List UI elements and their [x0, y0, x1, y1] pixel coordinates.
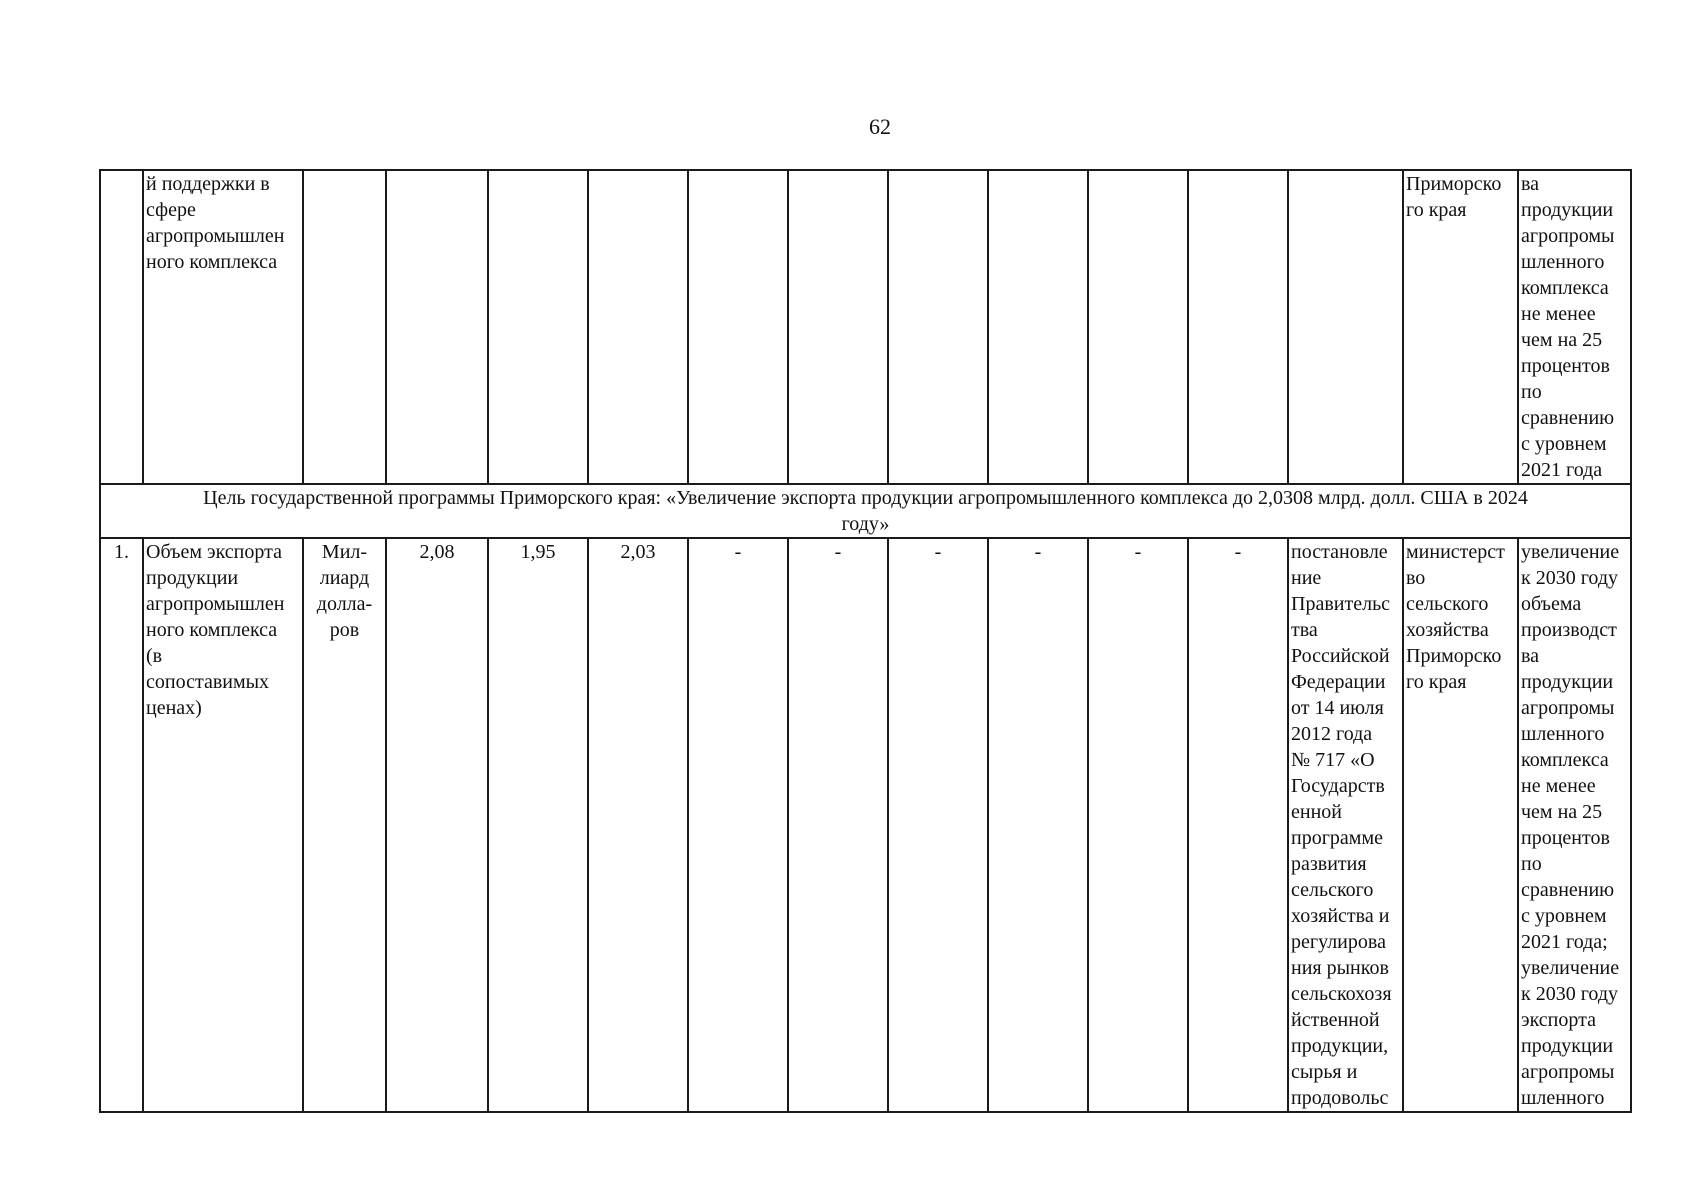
cell-empty [588, 170, 688, 484]
indicators-table [99, 169, 1632, 1113]
cell-result: увеличение к 2030 году объема производст ва продукции агропромы шленного комплекса не менее чем на 25 процентов по сравнению с уровнем 2021 года; увеличение к 2030 году экспорта продукции агропромы шленного [1518, 538, 1631, 1112]
cell-value: - [988, 538, 1088, 1112]
cell-value: - [688, 538, 788, 1112]
goal-heading: Цель государственной программы Приморского края: «Увеличение экспорта продукции агропромышленного комплекса до 2,0308 млрд. долл. США в 2024 году» [100, 484, 1631, 538]
table-row-goal [100, 484, 1631, 538]
cell-row-number: 1. [100, 538, 143, 1112]
cell-empty [788, 170, 888, 484]
cell-executor-fragment: Приморско го края [1403, 170, 1518, 484]
cell-empty [1288, 170, 1403, 484]
cell-value: 1,95 [488, 538, 588, 1112]
table-row [100, 538, 1631, 1112]
cell-empty [988, 170, 1088, 484]
cell-empty [688, 170, 788, 484]
cell-value: - [788, 538, 888, 1112]
cell-empty [386, 170, 488, 484]
cell-indicator-fragment: й поддержки в сфере агропромышлен ного комплекса [143, 170, 303, 484]
cell-empty [1088, 170, 1188, 484]
cell-document: постановле ние Правительс тва Российской Федерации от 14 июля 2012 года № 717 «О Государств енной программе развития сельского хозяйства и регулирова ния рынков сельскохозя йственной продукции, сырья и продовольс [1288, 538, 1403, 1112]
cell-value: - [1088, 538, 1188, 1112]
cell-indicator: Объем экспорта продукции агропромышлен ного комплекса (в сопоставимых ценах) [143, 538, 303, 1112]
table-row-continued [100, 170, 1631, 484]
cell-result-fragment: ва продукции агропромы шленного комплекса не менее чем на 25 процентов по сравнению с уровнем 2021 года [1518, 170, 1631, 484]
cell-value: - [888, 538, 988, 1112]
cell-value: 2,08 [386, 538, 488, 1112]
cell-empty [488, 170, 588, 484]
cell-value: 2,03 [588, 538, 688, 1112]
cell-number [100, 170, 143, 484]
cell-value: - [1188, 538, 1288, 1112]
cell-empty [303, 170, 386, 484]
cell-unit: Мил- лиард долла- ров [303, 538, 386, 1112]
page-number: 62 [869, 114, 891, 139]
cell-empty [888, 170, 988, 484]
cell-executor: министерст во сельского хозяйства Приморско го края [1403, 538, 1518, 1112]
cell-empty [1188, 170, 1288, 484]
